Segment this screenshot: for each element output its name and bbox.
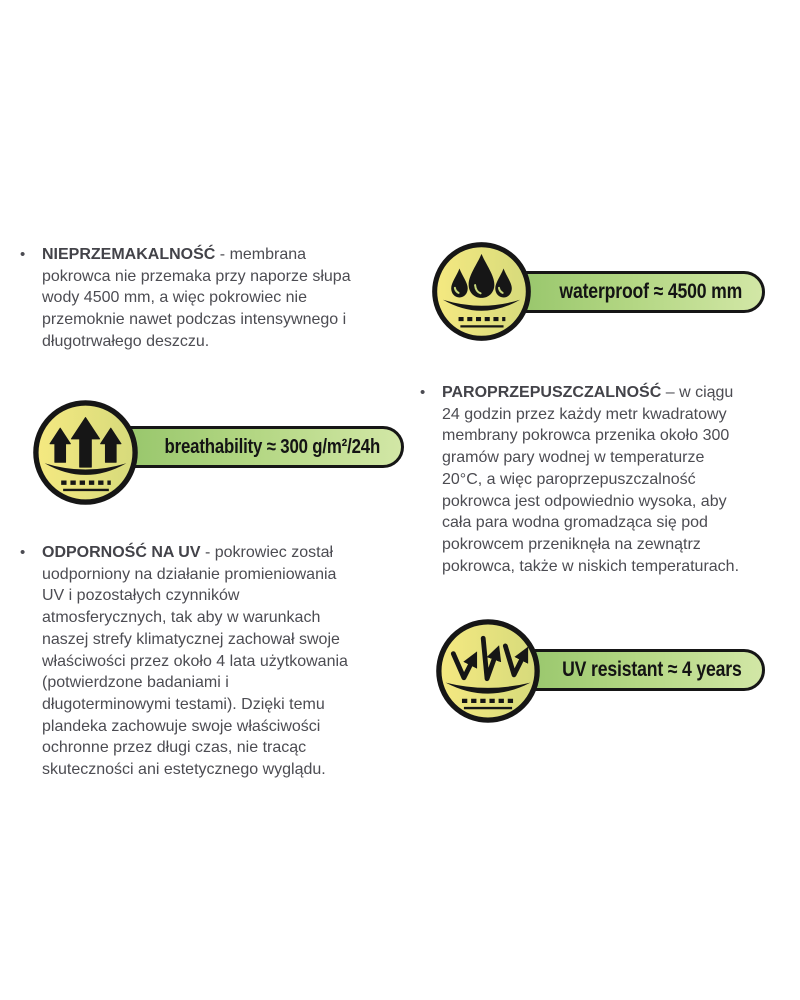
feature-text: membrana pokrowca nie przemaka przy naporze słupa wody 4500 mm, a więc pokrowiec nie przemoknie nawet podczas intensywnego i długotrwałego deszczu. [42, 246, 351, 350]
feature-separator: - [200, 544, 215, 561]
up-arrows-icon [32, 399, 139, 506]
feature-text: pokrowiec został uodporniony na działanie promieniowania UV i pozostałych czynników atmosferycznych, tak aby w warunkach naszej strefy klimatycznej zachował swoje właściwości przez około 4 lata użytkowania (potwierdzone badaniami i długoterminowymi testami). Dzięki temu plandeka zachowuje swoje właściwości ochronne przez długi czas, nie tracąc skuteczności ani estetycznego wyglądu. [42, 544, 348, 779]
feature-paragraph [18, 244, 357, 353]
bullet-marker: • [20, 246, 26, 263]
bullet-marker: • [20, 544, 26, 561]
feature-item-waterproofness [18, 244, 357, 353]
feature-paragraph [418, 382, 739, 577]
feature-title: NIEPRZEMAKALNOŚĆ [42, 246, 216, 263]
waterproof-badge-label: waterproof ≈ 4500 mm [559, 280, 742, 303]
feature-title: PAROPRZEPUSZCZALNOŚĆ [442, 384, 662, 401]
water-drops-icon [431, 241, 532, 342]
feature-item-uv-resistance [18, 542, 357, 781]
uv-resistant-badge-label: UV resistant ≈ 4 years [562, 658, 742, 681]
feature-paragraph [18, 542, 357, 781]
feature-title: ODPORNOŚĆ NA UV [42, 544, 201, 561]
feature-separator: – [661, 384, 680, 401]
uv-rays-icon [435, 618, 541, 724]
feature-item-vapour-permeability [418, 382, 739, 577]
bullet-marker: • [420, 384, 426, 401]
breathability-badge-label: breathability ≈ 300 g/m²/24h [164, 435, 380, 458]
feature-text: w ciągu 24 godzin przez każdy metr kwadratowy membrany pokrowca przenika około 300 gramów pary wodnej w temperaturze 20°C, a więc paroprzepuszczalność pokrowca jest odpowiednio wysoka, aby cała para wodna gromadząca się pod pokrowcem przeniknęła na zewnątrz pokrowca, także w niskich temperaturach. [442, 384, 740, 575]
feature-separator: - [215, 246, 230, 263]
